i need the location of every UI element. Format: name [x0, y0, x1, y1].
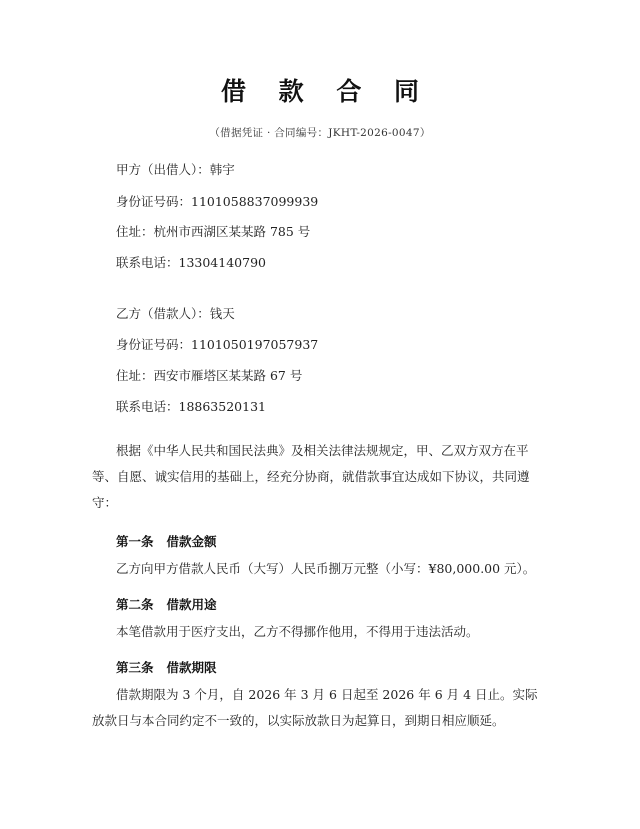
page-title: 借 款 合 同	[220, 77, 432, 106]
article-2-paragraph	[92, 619, 542, 645]
article-3-paragraph	[92, 682, 542, 734]
article-2-body: 本笔借款用于医疗支出，乙方不得挪作他用，不得用于违法活动。	[116, 624, 479, 639]
preamble-paragraph	[92, 438, 542, 516]
party-a-address: 住址：杭州市西湖区某某路 785 号	[116, 224, 311, 239]
party-b-phone: 联系电话：18863520131	[116, 399, 266, 414]
party-a-phone: 联系电话：13304140790	[116, 255, 266, 270]
preamble-text: 根据《中华人民共和国民法典》及相关法律法规规定，甲、乙双方双方在平等、自愿、诚实信用的基础上，经充分协商，就借款事宜达成如下协议，共同遵守：	[92, 443, 530, 510]
party-b-id: 身份证号码：1101050197057937	[116, 337, 319, 352]
article-3-body: 借款期限为 3 个月，自 2026 年 3 月 6 日起至 2026 年 6 月 4 日止。实际放款日与本合同约定不一致的，以实际放款日为起算日，到期日相应顺延。	[92, 687, 538, 728]
article-1-body: 乙方向甲方借款人民币（大写）人民币捌万元整（小写：¥80,000.00 元）。	[116, 561, 536, 576]
party-a-id: 身份证号码：1101058837099939	[116, 194, 319, 209]
article-1-paragraph	[92, 556, 542, 582]
contract-subtitle: （借据凭证 · 合同编号：JKHT-2026-0047）	[209, 127, 431, 139]
article-2-heading: 第二条 借款用途	[116, 597, 217, 612]
party-b-address: 住址：西安市雁塔区某某路 67 号	[116, 368, 303, 383]
party-b-label: 乙方（借款人）：钱天	[116, 306, 235, 321]
article-3-heading: 第三条 借款期限	[116, 660, 217, 675]
article-1-heading: 第一条 借款金额	[116, 534, 217, 549]
party-a-label: 甲方（出借人）：韩宇	[116, 162, 235, 177]
